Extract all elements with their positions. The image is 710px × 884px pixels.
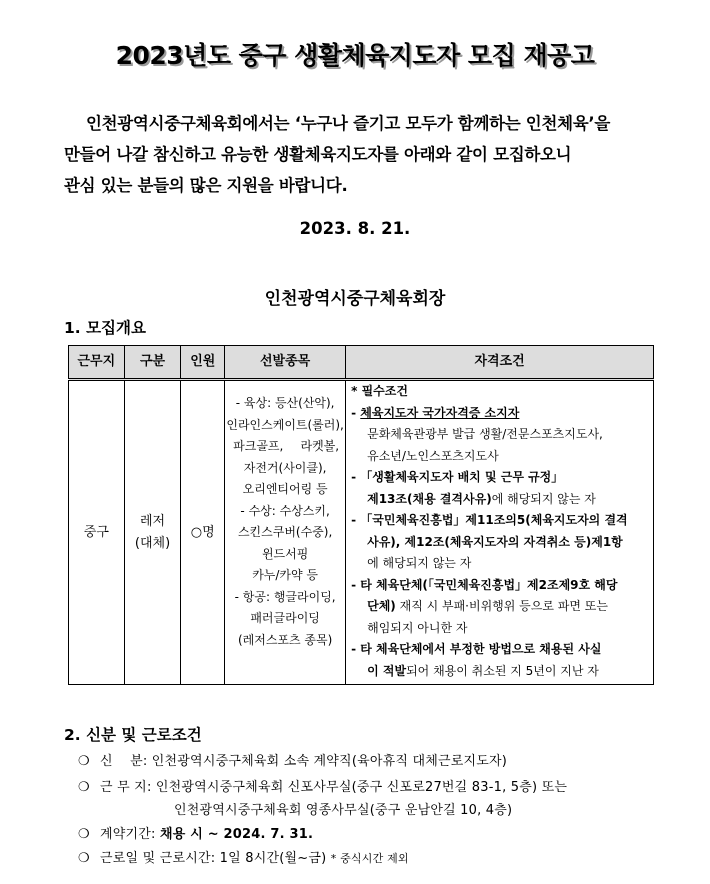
event-line [225,587,345,609]
event-group-land: - 육상: [235,396,272,410]
col-header-category: 구분 [124,346,181,380]
workplace-item-continued [174,799,512,818]
workplace-item [78,776,567,795]
event-group-air: - 항공: [234,589,270,604]
cell-qualifications [346,380,654,685]
bullet-dash: - [351,405,361,420]
intro-line: 인천광역시중구체육회에서는 ‘누구나 즐기고 모두가 함께하는 인천체육’을 [86,114,610,133]
qualification-line: 에 해당되지 않는 자 [367,556,472,570]
event-item: 윈드서핑 [261,546,309,561]
event-item: 카누/카약 등 [252,568,319,582]
event-item: 패러글라이딩 [250,611,320,625]
contract-label: 계약기간: [100,827,156,842]
intro-paragraph [64,108,664,201]
qualification-line: 사유), 제12조(체육지도자의 자격취소 등)제1항 [367,534,623,549]
event-item: 수상스키, [279,503,330,518]
event-line [225,436,345,458]
recruitment-table [68,345,654,685]
qualification-line: 유소년/노인스포츠지도사 [367,448,499,463]
event-item: 행글라이딩, [273,589,336,604]
qualification-line: - 타 체육단체에서 부정한 방법으로 채용된 사실 [351,642,602,656]
workplace-label: 근 무 지: [100,780,152,795]
qualification-title: 체육지도자 국가자격증 소지자 [360,405,520,420]
bullet-icon: ❍ [78,754,90,769]
qualification-line: 해임되지 아니한 자 [367,620,468,635]
event-item: 인라인스케이트(롤러), [226,417,344,432]
intro-line: 만들어 나갈 참신하고 유능한 생활체육지도자를 아래와 같이 모집하오니 [64,145,572,164]
cell-workplace: 중구 [69,380,125,685]
event-item: 오리엔티어링 등 [242,482,328,496]
event-item: 자전거(사이클), [243,460,327,475]
table-row [69,380,654,685]
section-2-heading: 2. 신분 및 근로조건 [64,726,202,744]
hours-note: * 중식시간 제외 [330,852,409,865]
cell-category [124,380,181,685]
qualification-text: 재직 시 부패·비위행위 등으로 파면 또는 [395,599,608,613]
hours-item [78,847,409,866]
qualification-line [351,489,647,511]
qualification-line: - 「국민체육진흥법」제11조의5(체육지도자의 결격 [351,513,628,527]
qualification-line: - 「생활체육지도자 배치 및 근무 규정」 [351,470,564,484]
col-header-qualifications: 자격조건 [346,346,654,380]
section-1-heading: 1. 모집개요 [64,319,146,337]
qualification-line [351,661,647,683]
qualification-line [351,596,647,618]
announcement-date: 2023. 8. 21. [299,219,411,238]
status-label: 신 분: [100,754,148,769]
table-header-row [69,346,654,380]
qualification-bold: 제13조(채용 결격사유) [367,491,492,506]
event-item: 등산(산악), [274,396,335,410]
event-line [225,501,345,523]
intro-line: 관심 있는 분들의 많은 지원을 바랍니다. [64,176,348,195]
col-header-workplace: 근무지 [69,346,125,380]
page-title: 2023년도 중구 생활체육지도자 모집 재공고 [115,41,595,70]
qualification-bold: 단체) [367,599,396,613]
cell-headcount: ○명 [181,380,225,685]
bullet-icon: ❍ [78,780,90,795]
hours-label: 근로일 및 근로시간: [100,851,216,866]
qualification-header: * 필수조건 [351,384,408,398]
cell-events [225,380,346,685]
col-header-headcount: 인원 [181,346,225,380]
contract-value: 채용 시 ~ 2024. 7. 31. [159,827,314,842]
qualification-text: 에 해당되지 않는 자 [491,491,596,506]
event-item: (레저스포츠 종목) [237,632,333,647]
status-value: 인천광역시중구체육회 소속 계약직(육아휴직 대체근로지도자) [151,754,508,769]
qualification-text: 되어 채용이 취소된 지 5년이 지난 자 [406,663,599,678]
workplace-value: 인천광역시중구체육회 신포사무실(중구 신포로27번길 83-1, 5층) 또는 [155,780,568,795]
event-item: 파크골프, [233,439,284,453]
bullet-icon: ❍ [78,851,90,866]
event-item: 스킨스쿠버(수중), [237,525,333,539]
hours-value: 1일 8시간(월~금) [219,851,327,866]
col-header-events: 선발종목 [225,346,346,380]
event-line [225,393,345,415]
event-item: 라켓볼, [300,439,340,453]
category-line: 레저 [139,514,166,529]
qualification-line: 문화체육관광부 발급 생활/전문스포츠지도사, [367,427,603,441]
chairman-signature: 인천광역시중구체육회장 [264,289,446,309]
qualification-line: - 타 체육단체(「국민체육진흥법」제2조제9호 해당 [351,577,618,592]
workplace-value: 인천광역시중구체육회 영종사무실(중구 운남안길 10, 4층) [174,803,513,818]
event-group-water: - 수상: [240,503,276,518]
category-line: (대체) [134,535,171,551]
bullet-icon: ❍ [78,827,90,842]
contract-item [78,823,313,842]
status-item [78,750,507,769]
qualification-line [351,403,647,425]
qualification-bold: 이 적발 [367,663,407,678]
